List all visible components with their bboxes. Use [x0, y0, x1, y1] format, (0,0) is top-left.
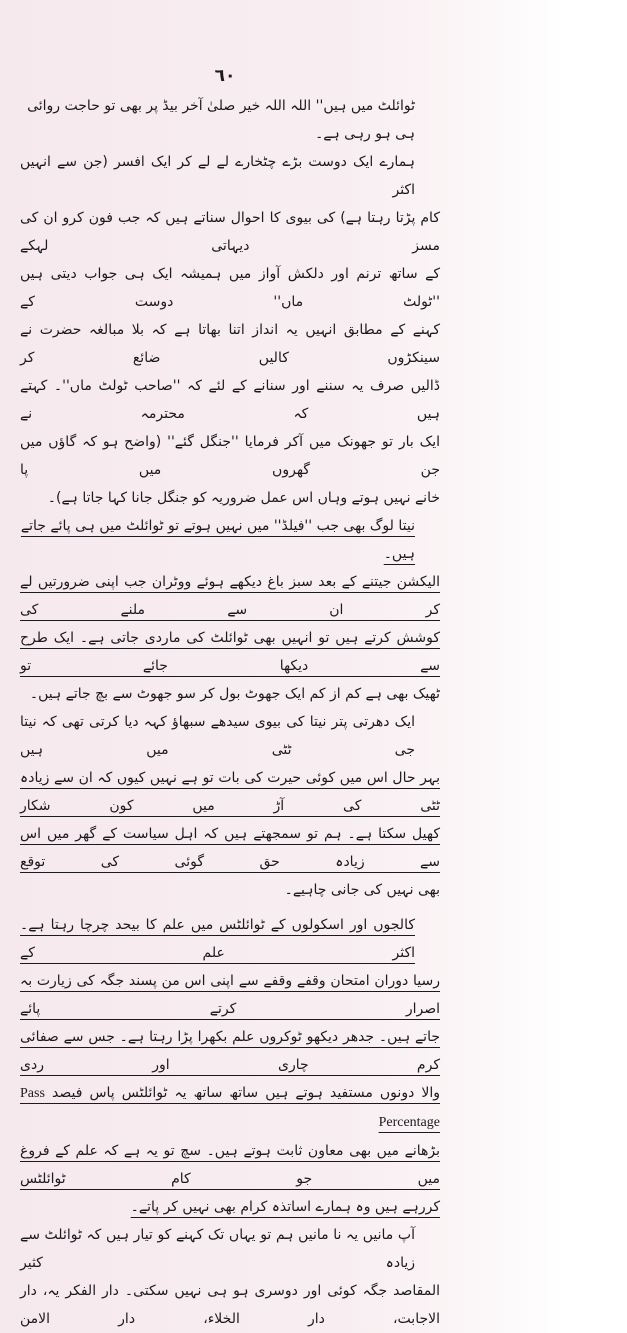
- paragraph-start: ایک دھرتی پتر نیتا کی بیوی سیدھے سبھاؤ کہہ دیا کرتی تھی کہ نیتا جی ٹٹی میں ہیں: [20, 714, 415, 758]
- text-line: ٹوائلٹ میں ہیں'' اللہ اللہ خیر صلیٰ آخر بیڈ پر بھی تو حاجت روائی ہی ہو رہی ہے۔: [27, 98, 415, 142]
- paragraph-start: کالجوں اور اسکولوں کے ٹوائلٹس میں علم کا بیحد چرچا رہتا ہے۔ اکثر علم کے: [20, 917, 415, 961]
- text-line: کے ساتھ ترنم اور دلکش آواز میں ہمیشہ ایک ہی جواب دیتی ہیں ''ٹولٹ ماں'' دوست کے: [20, 266, 440, 310]
- urdu-text: والا دونوں مستفید ہوتے ہیں ساتھ ساتھ یہ ٹوائلٹس پاس فیصد: [51, 1085, 441, 1101]
- underlined-line: الیکشن جیتنے کے بعد سبز باغ دیکھے ہوئے ووٹران جب اپنی ضرورتیں لے کر ان سے ملنے کی: [20, 574, 440, 618]
- underlined-line: کوشش کرتے ہیں تو انہیں بھی ٹوائلٹ کی ماردی جاتی ہے۔ ایک طرح سے دیکھا جائے تو: [20, 630, 440, 674]
- underlined-line: [20, 1079, 440, 1137]
- english-phrase: Pass Percentage: [20, 1086, 440, 1130]
- underlined-line: بہر حال اس میں کوئی حیرت کی بات تو ہے نہیں کیوں کہ ان سے زیادہ ٹٹی کی آڑ میں کون شکار: [20, 770, 440, 814]
- underlined-line: رسیا دوران امتحان وقفے وقفے سے اپنی اس من پسند جگہ کی زیارت بہ اصرار کرتے پائے: [20, 973, 440, 1017]
- underlined-line: نیتا لوگ بھی جب ''فیلڈ'' میں نہیں ہوتے تو ٹوائلٹ میں ہی پائے جاتے ہیں۔: [20, 518, 415, 562]
- text-line: بھی نہیں کی جانی چاہیے۔: [284, 882, 440, 898]
- paragraph-start: ہمارے ایک دوست بڑے چٹخارے لے لے کر ایک افسر (جن سے انہیں اکثر: [20, 154, 415, 198]
- text-column: [20, 92, 440, 1333]
- text-line: ڈالیں صرف یہ سننے اور سنانے کے لئے کہ ''صاحب ٹولٹ ماں''۔ کہتے ہیں کہ محترمہ نے: [20, 378, 440, 422]
- underlined-line: جاتے ہیں۔ جدھر دیکھو ٹوکروں علم بکھرا پڑا رہتا ہے۔ جس سے صفائی کرم چاری اور ردی: [20, 1029, 440, 1073]
- text-line: کام پڑتا رہتا ہے) کی بیوی کا احوال سناتے ہیں کہ جب فون کرو ان کی مسز دیہاتی لہکے: [20, 210, 440, 254]
- text-line: خانے نہیں ہوتے وہاں اس عمل ضروریہ کو جنگل جانا کہا جاتا ہے)۔: [47, 490, 440, 506]
- paragraph-start: آپ مانیں یہ نا مانیں ہم تو یہاں تک کہنے کو تیار ہیں کہ ٹوائلٹ سے زیادہ کثیر: [20, 1227, 415, 1271]
- underlined-line: کررہے ہیں وہ ہمارے اساتذہ کرام بھی نہیں کر پاتے۔: [130, 1199, 440, 1215]
- text-line: المقاصد جگہ کوئی اور دوسری ہو ہی نہیں سکتی۔ دار الفکر یہ، دار الاجابت، دار الخلاء، دار الامن: [20, 1283, 440, 1327]
- text-line: کہنے کے مطابق انہیں یہ انداز اتنا بھاتا ہے کہ بلا مبالغہ حضرت نے سینکڑوں کالیں ضائع کر: [20, 322, 440, 366]
- page-number: ٦٠: [214, 66, 236, 86]
- underlined-line: کھیل سکتا ہے۔ ہم تو سمجھتے ہیں کہ اہل سیاست کے گھر میں اس سے زیادہ حق گوئی کی توقع: [20, 826, 440, 870]
- text-line: ایک بار تو جھونک میں آکر فرمایا ''جنگل گئے'' (واضح ہو کہ گاؤں میں جن گھروں میں پا: [20, 434, 440, 478]
- underlined-line: بڑھانے میں بھی معاون ثابت ہوتے ہیں۔ سچ تو یہ ہے کہ علم کے فروغ میں جو کام ٹوائلٹس: [20, 1143, 440, 1187]
- text-line: ٹھیک بھی ہے کم از کم ایک جھوٹ بول کر سو جھوٹ سے بچ جاتے ہیں۔: [29, 686, 440, 702]
